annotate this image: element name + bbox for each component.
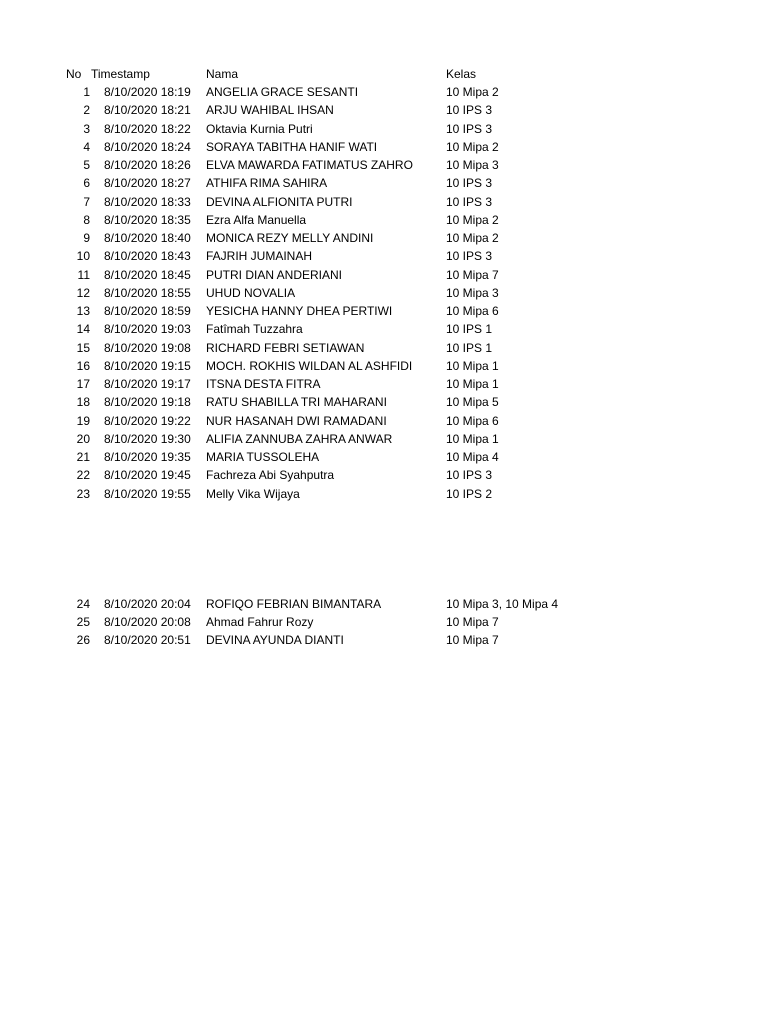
cell-nama: SORAYA TABITHA HANIF WATI: [206, 139, 378, 154]
header-timestamp: Timestamp: [91, 67, 150, 81]
cell-kelas: 10 Mipa 2: [446, 231, 499, 245]
cell-nama: UHUD NOVALIA: [206, 285, 296, 300]
cell-timestamp: 8/10/2020 19:08: [104, 340, 191, 355]
cell-no: 11: [77, 267, 90, 282]
table-row: [0, 631, 768, 649]
cell-nama: PUTRI DIAN ANDERIANI: [206, 267, 343, 282]
cell-nama: Ezra Alfa Manuella: [206, 212, 307, 227]
table-row: [0, 320, 768, 338]
table-row: [0, 393, 768, 411]
table-row: [0, 156, 768, 174]
cell-nama: ANGELIA GRACE SESANTI: [206, 85, 359, 99]
cell-nama: Ahmad Fahrur Rozy: [206, 615, 314, 629]
cell-no: 4: [83, 139, 90, 154]
table-row: [0, 211, 768, 229]
cell-nama: Melly Vika Wijaya: [206, 486, 300, 501]
cell-no: 25: [76, 615, 90, 629]
cell-kelas: 10 Mipa 2: [446, 139, 499, 154]
cell-timestamp: 8/10/2020 20:51: [104, 633, 191, 648]
cell-kelas: 10 Mipa 2: [446, 212, 499, 227]
cell-no: 9: [83, 231, 90, 245]
cell-timestamp: 8/10/2020 19:30: [104, 431, 191, 446]
cell-timestamp: 8/10/2020 18:59: [104, 304, 191, 318]
cell-no: 15: [76, 340, 90, 355]
cell-nama: DEVINA ALFIONITA PUTRI: [206, 194, 353, 209]
cell-kelas: 10 IPS 3: [446, 249, 493, 264]
cell-no: 6: [83, 176, 90, 191]
cell-no: 12: [76, 285, 90, 300]
cell-timestamp: 8/10/2020 20:04: [104, 596, 191, 611]
cell-no: 20: [76, 431, 90, 446]
cell-nama: YESICHA HANNY DHEA PERTIWI: [206, 304, 393, 318]
cell-timestamp: 8/10/2020 19:55: [104, 486, 191, 501]
table-row: [0, 247, 768, 265]
cell-kelas: 10 IPS 3: [446, 194, 493, 209]
cell-timestamp: 8/10/2020 18:26: [104, 158, 191, 172]
table-row: [0, 83, 768, 101]
table-row: [0, 595, 768, 613]
cell-no: 1: [83, 85, 90, 99]
cell-nama: ATHIFA RIMA SAHIRA: [206, 176, 328, 191]
cell-timestamp: 8/10/2020 18:19: [104, 85, 191, 99]
cell-kelas: 10 IPS 3: [446, 468, 493, 483]
cell-kelas: 10 IPS 1: [446, 322, 493, 337]
cell-nama: ROFIQO FEBRIAN BIMANTARA: [206, 596, 382, 611]
cell-no: 17: [76, 377, 90, 391]
cell-timestamp: 8/10/2020 18:33: [104, 194, 191, 209]
cell-nama: MONICA REZY MELLY ANDINI: [206, 231, 374, 245]
table-row: [0, 613, 768, 631]
cell-nama: ARJU WAHIBAL IHSAN: [206, 103, 334, 118]
cell-nama: ITSNA DESTA FITRA: [206, 377, 321, 391]
cell-timestamp: 8/10/2020 19:17: [104, 377, 191, 391]
cell-kelas: 10 Mipa 6: [446, 413, 499, 428]
cell-kelas: 10 Mipa 3: [446, 285, 499, 300]
cell-no: 2: [83, 103, 90, 118]
cell-nama: NUR HASANAH DWI RAMADANI: [206, 413, 387, 428]
cell-kelas: 10 Mipa 7: [446, 267, 499, 282]
cell-kelas: 10 Mipa 7: [446, 615, 499, 629]
cell-nama: Oktavia Kurnia Putri: [206, 121, 313, 136]
table-row: [0, 375, 768, 393]
table-row: [0, 266, 768, 284]
cell-timestamp: 8/10/2020 18:27: [104, 176, 191, 191]
cell-kelas: 10 Mipa 6: [446, 304, 499, 318]
cell-timestamp: 8/10/2020 19:22: [104, 413, 191, 428]
cell-no: 19: [76, 413, 90, 428]
cell-kelas: 10 IPS 1: [446, 340, 493, 355]
table-row: [0, 284, 768, 302]
cell-nama: DEVINA AYUNDA DIANTI: [206, 633, 344, 648]
cell-no: 14: [76, 322, 90, 337]
header-row: [0, 65, 768, 83]
cell-timestamp: 8/10/2020 20:08: [104, 615, 191, 629]
cell-kelas: 10 Mipa 1: [446, 358, 499, 373]
cell-kelas: 10 Mipa 5: [446, 395, 499, 410]
cell-kelas: 10 Mipa 7: [446, 633, 499, 648]
cell-timestamp: 8/10/2020 18:21: [104, 103, 191, 118]
cell-nama: MOCH. ROKHIS WILDAN AL ASHFIDI: [206, 358, 413, 373]
cell-timestamp: 8/10/2020 19:03: [104, 322, 191, 337]
cell-nama: ALIFIA ZANNUBA ZAHRA ANWAR: [206, 431, 393, 446]
cell-timestamp: 8/10/2020 18:43: [104, 249, 191, 264]
table-row: [0, 229, 768, 247]
header-no: No: [66, 67, 82, 81]
table-row: [0, 339, 768, 357]
cell-no: 23: [76, 486, 90, 501]
cell-kelas: 10 Mipa 3: [446, 158, 499, 172]
cell-kelas: 10 Mipa 2: [446, 85, 499, 99]
table-row: [0, 412, 768, 430]
cell-nama: RATU SHABILLA TRI MAHARANI: [206, 395, 387, 410]
cell-timestamp: 8/10/2020 19:45: [104, 468, 191, 483]
cell-no: 13: [76, 304, 90, 318]
cell-no: 8: [83, 212, 90, 227]
cell-nama: MARIA TUSSOLEHA: [206, 450, 320, 464]
header-kelas: Kelas: [446, 67, 477, 81]
table-row: [0, 302, 768, 320]
cell-timestamp: 8/10/2020 18:22: [104, 121, 191, 136]
cell-timestamp: 8/10/2020 18:35: [104, 212, 191, 227]
table-row: [0, 138, 768, 156]
cell-timestamp: 8/10/2020 18:45: [104, 267, 191, 282]
table-row: [0, 485, 768, 503]
cell-no: 3: [83, 121, 90, 136]
cell-timestamp: 8/10/2020 19:18: [104, 395, 191, 410]
table-row: [0, 466, 768, 484]
cell-timestamp: 8/10/2020 18:40: [104, 231, 191, 245]
cell-timestamp: 8/10/2020 18:55: [104, 285, 191, 300]
cell-kelas: 10 Mipa 1: [446, 431, 499, 446]
cell-no: 7: [83, 194, 90, 209]
cell-timestamp: 8/10/2020 19:15: [104, 358, 191, 373]
cell-nama: RICHARD FEBRI SETIAWAN: [206, 340, 365, 355]
cell-kelas: 10 Mipa 3, 10 Mipa 4: [446, 596, 559, 611]
cell-kelas: 10 IPS 3: [446, 121, 493, 136]
cell-no: 5: [83, 158, 90, 172]
cell-nama: ELVA MAWARDA FATIMATUS ZAHRO: [206, 158, 413, 172]
cell-kelas: 10 IPS 2: [446, 486, 493, 501]
table-row: [0, 174, 768, 192]
header-nama: Nama: [206, 67, 239, 81]
table-row: [0, 120, 768, 138]
cell-nama: FAJRIH JUMAINAH: [206, 249, 313, 264]
cell-kelas: 10 Mipa 1: [446, 377, 499, 391]
cell-no: 22: [76, 468, 90, 483]
table-row: [0, 448, 768, 466]
cell-nama: Fachreza Abi Syahputra: [206, 468, 335, 483]
cell-timestamp: 8/10/2020 19:35: [104, 450, 191, 464]
table-row: [0, 101, 768, 119]
cell-kelas: 10 IPS 3: [446, 176, 493, 191]
table-row: [0, 430, 768, 448]
cell-no: 24: [76, 596, 90, 611]
table-row: [0, 357, 768, 375]
cell-kelas: 10 Mipa 4: [446, 450, 499, 464]
cell-kelas: 10 IPS 3: [446, 103, 493, 118]
cell-no: 16: [76, 358, 90, 373]
cell-timestamp: 8/10/2020 18:24: [104, 139, 191, 154]
cell-no: 18: [76, 395, 90, 410]
table-row: [0, 193, 768, 211]
cell-no: 21: [76, 450, 90, 464]
cell-nama: Fatîmah Tuzzahra: [206, 322, 303, 337]
cell-no: 26: [76, 633, 90, 648]
cell-no: 10: [76, 249, 90, 264]
